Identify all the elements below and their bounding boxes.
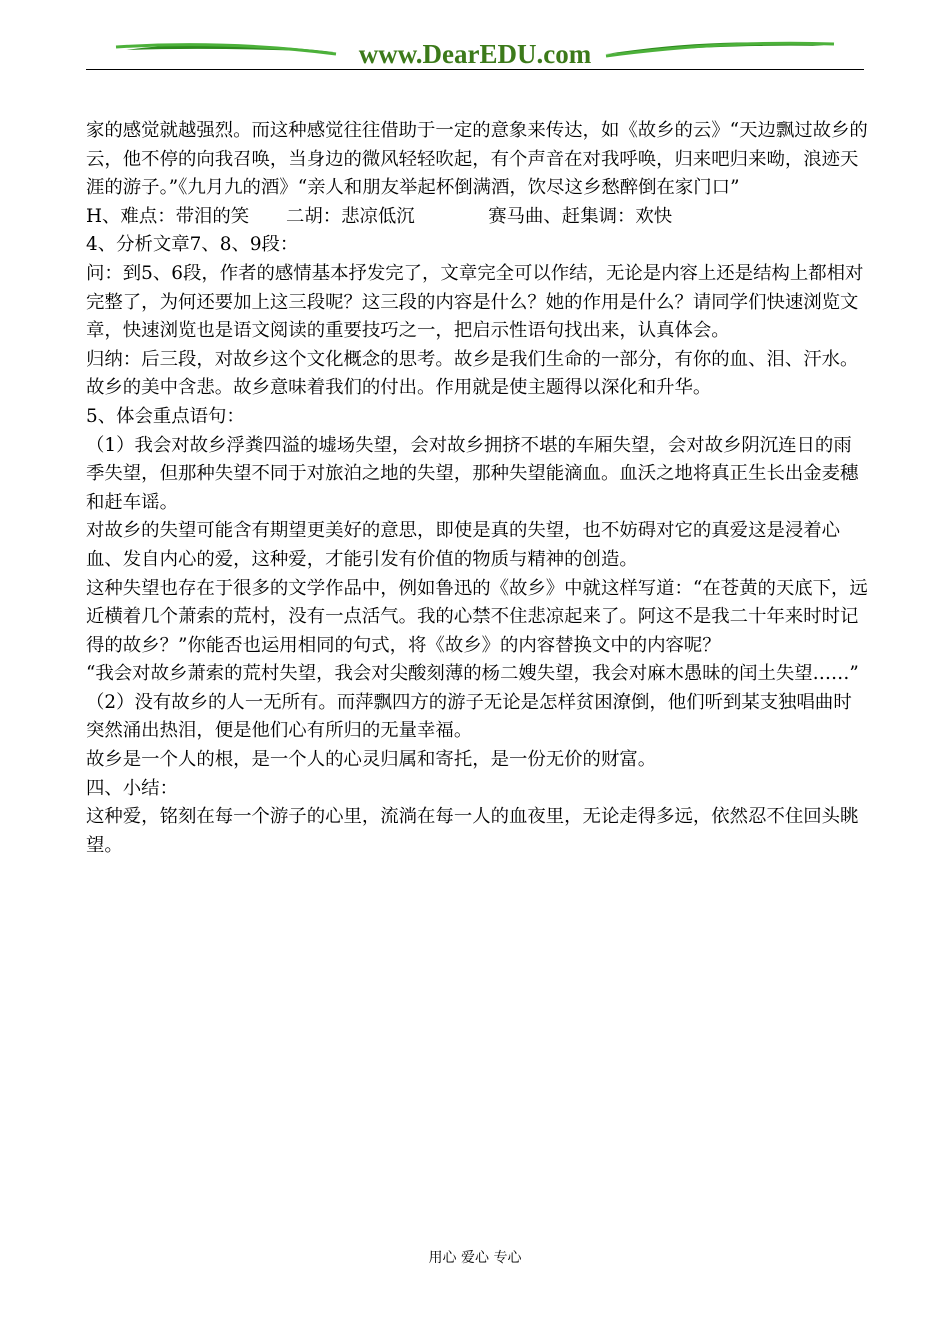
paragraph: “我会对故乡萧索的荒村失望，我会对尖酸刻薄的杨二嫂失望，我会对麻木愚昧的闰土失望……” — [86, 663, 859, 685]
page-footer: 用心 爱心 专心 — [428, 1250, 522, 1266]
section-heading: 四、小结： — [86, 777, 178, 799]
paragraph: 家的感觉就越强烈。而这种感觉往往借助于一定的意象来传达，如《故乡的云》“天边飘过故乡的云，他不停的向我召唤，当身边的微风轻轻吹起，有个声音在对我呼唤，归来吧归来呦，浪迹天涯的游子。”《九月九的酒》“亲人和朋友举起杯倒满酒，饮尽这乡愁醉倒在家门口” — [86, 120, 868, 199]
section-heading: 5、体会重点语句： — [86, 405, 245, 427]
document-body — [86, 117, 868, 860]
paragraph: （1）我会对故乡浮粪四溢的墟场失望，会对故乡拥挤不堪的车厢失望，会对故乡阴沉连日的雨季失望，但那种失望不同于对旅泊之地的失望，那种失望能滴血。血沃之地将真正生长出金麦穗和赶车谣。 — [86, 434, 859, 513]
paragraph: 对故乡的失望可能含有期望更美好的意思，即使是真的失望，也不妨碍对它的真爱这是浸着心血、发自内心的爱，这种爱，才能引发有价值的物质与精神的创造。 — [86, 520, 841, 570]
section-heading: 4、分析文章7、8、9段： — [86, 234, 299, 256]
site-logo-text: www.DearEDU.com — [358, 39, 592, 69]
paragraph: 故乡是一个人的根，是一个人的心灵归属和寄托，是一份无价的财富。 — [86, 749, 657, 771]
header-divider — [86, 69, 864, 70]
paragraph: H、难点：带泪的笑 二胡：悲凉低沉 赛马曲、赶集调：欢快 — [86, 205, 673, 227]
paragraph: 归纳：后三段，对故乡这个文化概念的思考。故乡是我们生命的一部分，有你的血、泪、汗水。故乡的美中含悲。故乡意味着我们的付出。作用就是使主题得以深化和升华。 — [86, 348, 859, 399]
paragraph: 这种失望也存在于很多的文学作品中，例如鲁迅的《故乡》中就这样写道：“在苍黄的天底下，远近横着几个萧索的荒村，没有一点活气。我的心禁不住悲凉起来了。阿这不是我二十年来时时记得的故乡？”你能否也运用相同的句式，将《故乡》的内容替换文中的内容呢？ — [86, 577, 868, 656]
paragraph: （2）没有故乡的人一无所有。而萍飘四方的游子无论是怎样贫困潦倒，他们听到某支独唱曲时突然涌出热泪，便是他们心有所归的无量幸福。 — [86, 691, 852, 742]
paragraph: 这种爱，铭刻在每一个游子的心里，流淌在每一人的血夜里，无论走得多远，依然忍不住回头眺望。 — [86, 806, 859, 856]
site-header — [86, 30, 864, 70]
paragraph: 问：到5、6段，作者的感情基本抒发完了，文章完全可以作结，无论是内容上还是结构上都相对完整了，为何还要加上这三段呢？这三段的内容是什么？她的作用是什么？请同学们快速浏览文章，快速浏览也是语文阅读的重要技巧之一，把启示性语句找出来，认真体会。 — [86, 262, 864, 342]
